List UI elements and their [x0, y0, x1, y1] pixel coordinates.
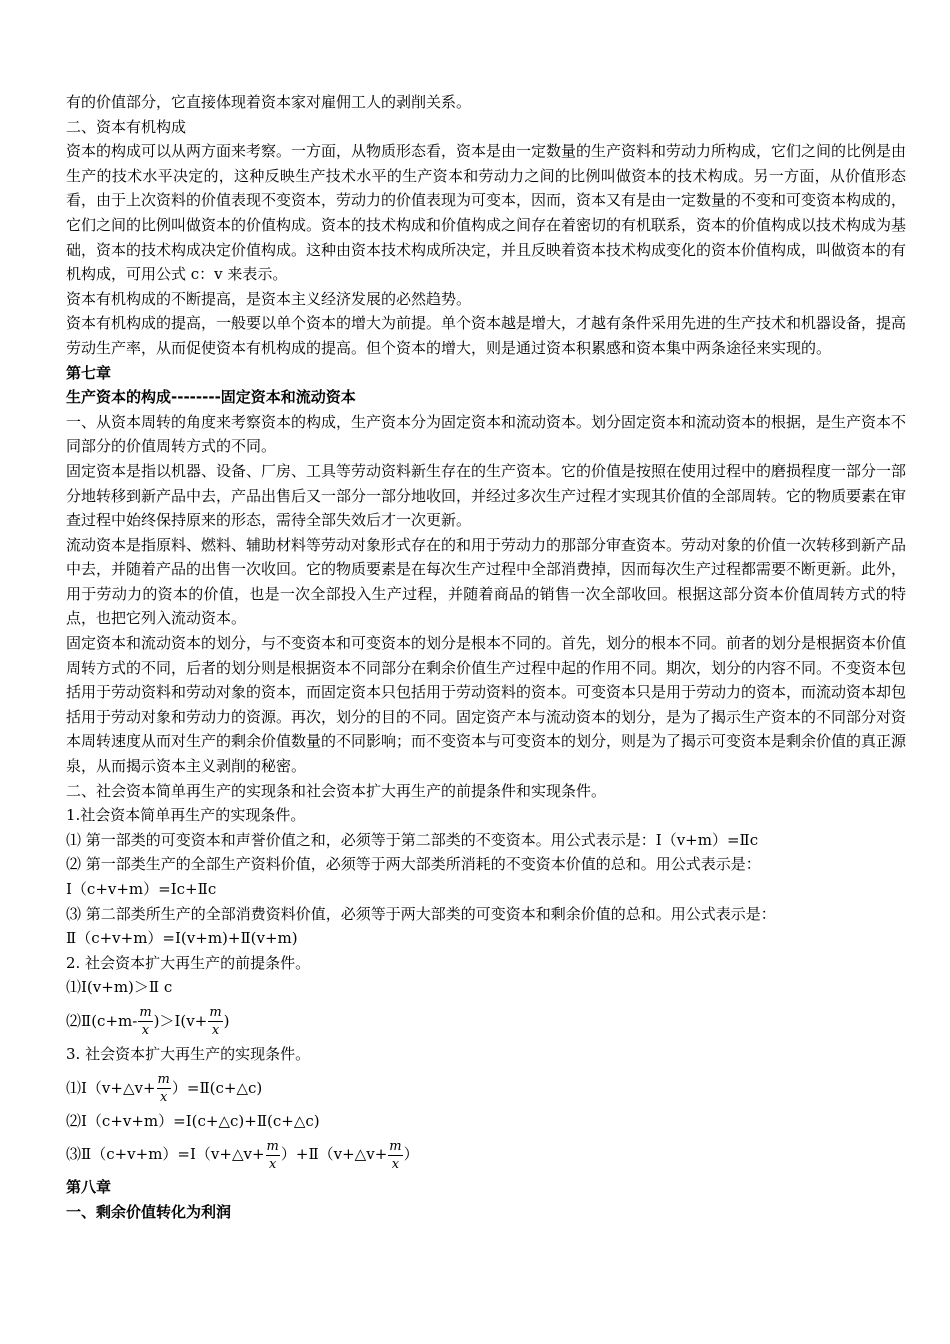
- subsection-heading: 1.社会资本简单再生产的实现条件。: [66, 806, 306, 825]
- condition-item: ⑵ 第一部类生产的全部生产资料价值，必须等于两大部类所消耗的不变资本价值的总和。用公式表示是：: [66, 855, 761, 874]
- fraction-numerator: m: [389, 1138, 402, 1154]
- subsection-heading: 2. 社会资本扩大再生产的前提条件。: [66, 953, 311, 972]
- paragraph: 资本有机构成的提高，一般要以单个资本的增大为前提。单个资本越是增大，才越有条件采用先进的生产技术和机器设备，提高劳动生产率，从而促使资本有机构成的提高。但个资本的增大，则是通过资本积累感和资本集中两条途径来实现的。: [66, 314, 907, 357]
- fraction-denominator: x: [269, 1156, 277, 1172]
- fraction: [388, 1138, 402, 1173]
- formula-text: ): [223, 1011, 230, 1030]
- fraction-denominator: x: [160, 1090, 168, 1106]
- section-heading: 二、社会资本简单再生产的实现条和社会资本扩大再生产的前提条件和实现条件。: [66, 781, 607, 800]
- paragraph: 资本有机构成的不断提高，是资本主义经济发展的必然趋势。: [66, 289, 472, 308]
- paragraph: 一、从资本周转的角度来考察资本的构成，生产资本分为固定资本和流动资本。划分固定资本和流动资本的根据，是生产资本不同部分的价值周转方式的不同。: [66, 412, 907, 456]
- fraction: [266, 1138, 280, 1173]
- formula-text: ⑶Ⅱ（c+v+m）=Ⅰ（v+△v+: [66, 1145, 265, 1164]
- fraction-denominator: x: [391, 1156, 400, 1172]
- formula: ⑵Ⅰ（c+v+m）=Ⅰ(c+△c)+Ⅱ(c+△c): [66, 1111, 320, 1130]
- paragraph: 资本的构成可以从两方面来考察。一方面，从物质形态看，资本是由一定数量的生产资料和劳动力所构成，它们之间的比例是由生产的技术水平决定的，这种反映生产技术水平的生产资本和劳动力之间的比例叫做资本的技术构成。另一方面，从价值形态看，由于上次资料的价值表现不变资本，劳动力的价值表现为可变本，因而，资本又有是由一定数量的不变和可变资本构成的，它们之间的比例叫做资本的价值构成。资本的技术构成和价值构成之间存在着密切的有机联系，资本的价值构成以技术构成为基础，资本的技术构成决定价值构成。这种由资本技术构成所决定，并且反映着资本技术构成变化的资本价值构成，叫做资本的有机构成，可用公式 c：v 来表示。: [66, 142, 907, 284]
- formula-with-fraction: [66, 1067, 906, 1109]
- formula-text: ）: [403, 1145, 419, 1164]
- formula-text: )＞Ⅰ(v+: [153, 1011, 208, 1030]
- subsection-heading: 3. 社会资本扩大再生产的实现条件。: [66, 1044, 311, 1063]
- fraction-numerator: m: [157, 1072, 170, 1088]
- formula: ⑴Ⅰ(v+m)＞Ⅱ c: [66, 978, 173, 997]
- paragraph: 固定资本和流动资本的划分，与不变资本和可变资本的划分是根本不同的。首先，划分的根本不同。前者的划分是根据资本价值周转方式的不同，后者的划分则是根据资本不同部分在剩余价值生产过程中起的作用不同。期次，划分的内容不同。不变资本包括用于劳动资料和劳动对象的资本，而固定资本只包括用于劳动资料的资本。可变资本只是用于劳动力的资本，而流动资本却包括用于劳动对象和劳动力的资源。再次，划分的目的不同。固定资产本与流动资本的划分，是为了揭示生产资本的不同部分对资本周转速度从而对生产的剩余价值数量的不同影响；而不变资本与可变资本的划分，则是为了揭示可变资本是剩余价值的真正源泉，从而揭示资本主义剥削的秘密。: [66, 634, 907, 776]
- fraction-numerator: m: [266, 1138, 279, 1154]
- formula-text: ）=Ⅱ(c+△c): [171, 1078, 263, 1097]
- fraction: [138, 1004, 152, 1039]
- fraction: [208, 1004, 222, 1039]
- document-page: [66, 90, 906, 1224]
- condition-item: ⑶ 第二部类所生产的全部消费资料价值，必须等于两大部类的可变资本和剩余价值的总和。用公式表示是：: [66, 904, 776, 923]
- fraction-denominator: x: [141, 1023, 150, 1039]
- condition-item: ⑴ 第一部类的可变资本和声誉价值之和，必须等于第二部类的不变资本。用公式表示是：Ⅰ（v+m）=Ⅱc: [66, 830, 759, 849]
- chapter-title: 第七章: [66, 363, 112, 382]
- paragraph: 固定资本是指以机器、设备、厂房、工具等劳动资料新生存在的生产资本。它的价值是按照在使用过程中的磨损程度一部分一部分地转移到新产品中去，产品出售后又一部分一部分地收回，并经过多次生产过程才实现其价值的全部周转。它的物质要素在审查过程中始终保持原来的形态，需待全部失效后才一次更新。: [66, 461, 907, 530]
- formula: Ⅱ（c+v+m）=Ⅰ(v+m)+Ⅱ(v+m): [66, 929, 298, 948]
- formula-text: ⑴Ⅰ（v+△v+: [66, 1078, 156, 1097]
- section-heading: 二、资本有机构成: [66, 117, 187, 136]
- section-title: 一、剩余价值转化为利润: [66, 1202, 232, 1221]
- fraction-numerator: m: [209, 1005, 222, 1021]
- formula-with-fraction: [66, 1000, 906, 1042]
- section-title: 生产资本的构成--------固定资本和流动资本: [66, 388, 356, 407]
- formula-with-fraction: [66, 1133, 906, 1175]
- fraction-denominator: x: [211, 1023, 220, 1039]
- formula-text: ）+Ⅱ（v+△v+: [280, 1145, 388, 1164]
- paragraph: 有的价值部分，它直接体现着资本家对雇佣工人的剥削关系。: [66, 93, 472, 111]
- formula: Ⅰ（c+v+m）=Ⅰc+Ⅱc: [66, 880, 217, 898]
- paragraph: 流动资本是指原料、燃料、辅助材料等劳动对象形式存在的和用于劳动力的那部分审查资本。劳动对象的价值一次转移到新产品中去，并随着产品的出售一次收回。它的物质要素是在每次生产过程中全部消费掉，因而每次生产过程都需要不断更新。此外，用于劳动力的资本的价值，也是一次全部投入生产过程，并随着商品的销售一次全部收回。根据这部分资本价值周转方式的特点，也把它列入流动资本。: [66, 535, 907, 628]
- formula-text: ⑵Ⅱ(c+m-: [66, 1011, 138, 1030]
- fraction: [157, 1071, 171, 1106]
- chapter-title: 第八章: [66, 1178, 112, 1197]
- fraction-numerator: m: [139, 1005, 152, 1021]
